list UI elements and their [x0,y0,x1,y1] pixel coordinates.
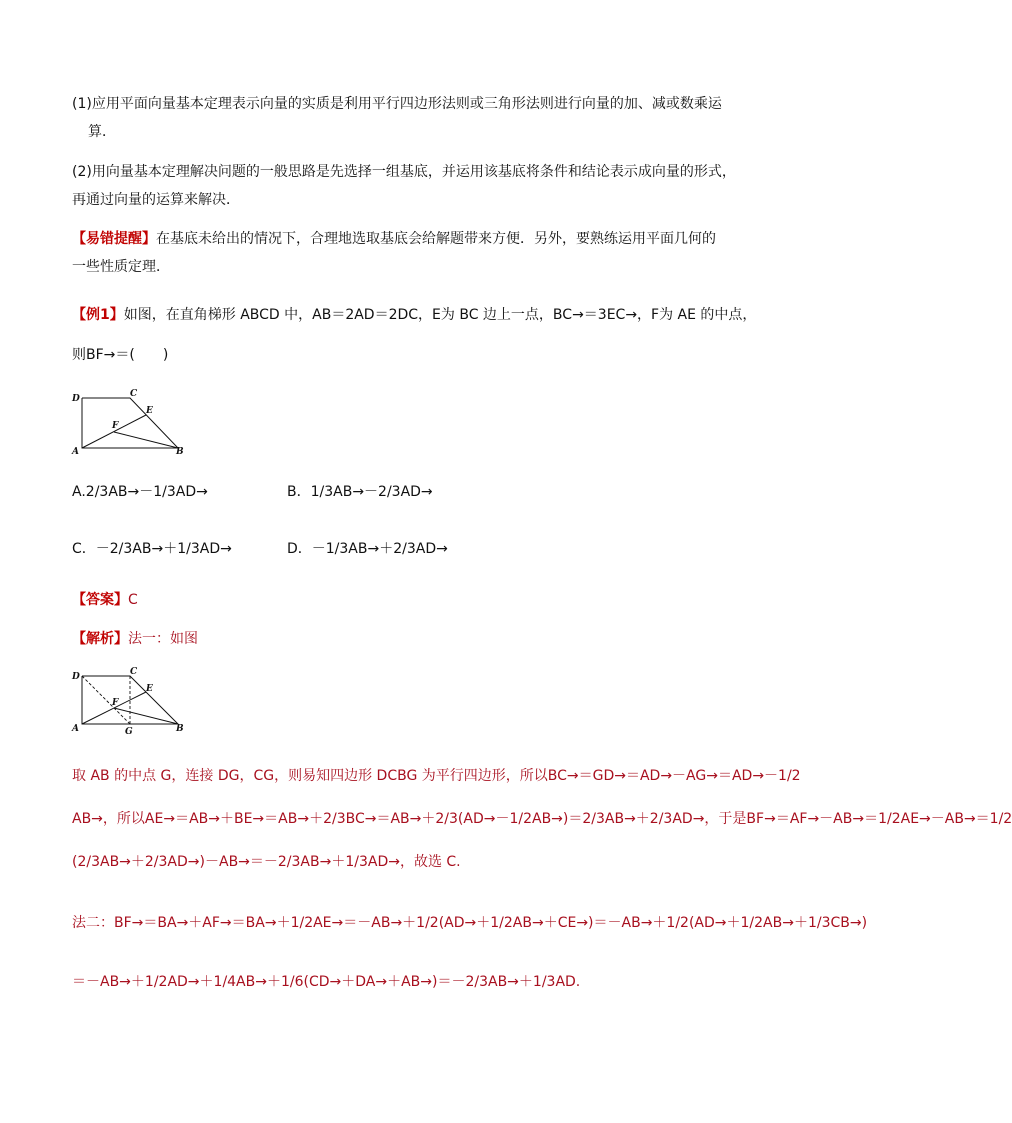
solution-line-1: 取 AB 的中点 G，连接 DG，CG，则易知四边形 DCBG 为平行四边形，所以BC→＝GD→＝AD→－AG→＝AD→－1/2 [72,768,801,784]
segment-dg-dashed [82,676,130,724]
label-f-2: F [112,698,119,708]
tip-label: 【易错提醒】 [72,231,156,247]
label-d-2: D [72,672,80,682]
tip-text: 在基底未给出的情况下，合理地选取基底会给解题带来方便．另外，要熟练运用平面几何的 [156,231,716,247]
label-b: B [176,447,184,457]
label-f: F [112,421,119,431]
option-b: B．1/3AB→－2/3AD→ [287,484,433,500]
option-c: C．－2/3AB→＋1/3AD→ [72,541,232,557]
option-a: A.2/3AB→－1/3AD→ [72,484,208,500]
segment-ae [82,415,146,448]
paragraph-1-line-1: (1)应用平面向量基本定理表示向量的实质是利用平行四边形法则或三角形法则进行向量的加、减或数乘运 [72,96,722,112]
trapezoid-figure-1 [70,388,190,458]
label-e: E [146,406,153,416]
solution-line-3: (2/3AB→＋2/3AD→)－AB→＝－2/3AB→＋1/3AD→，故选 C. [72,854,461,870]
answer-label: 【答案】 [72,592,128,608]
paragraph-1-line-2: 算． [88,124,116,140]
example-label: 【例1】 [72,307,124,323]
label-a: A [72,447,79,457]
solution-line-2: AB→，所以AE→＝AB→＋BE→＝AB→＋2/3BC→＝AB→＋2/3(AD→－1/2AB→)＝2/3AB→＋2/3AD→，于是BF→＝AF→－AB→＝1/2AE→－AB→＝1/2 [72,811,1012,827]
method-2-line-1: 法二：BF→＝BA→＋AF→＝BA→＋1/2AE→＝－AB→＋1/2(AD→＋1/2AB→＋CE→)＝－AB→＋1/2(AD→＋1/2AB→＋1/3CB→) [72,915,868,931]
analysis-line [72,631,198,647]
method-2-line-2: ＝－AB→＋1/2AD→＋1/4AB→＋1/6(CD→＋DA→＋AB→)＝－2/3AB→＋1/3AD. [72,974,581,990]
answer-line [72,592,138,608]
tip-line-1 [72,231,716,247]
label-c-2: C [130,667,138,677]
label-g-2: G [125,727,133,737]
option-d: D．－1/3AB→＋2/3AD→ [287,541,448,557]
example-line-1 [72,307,756,323]
segment-bf [114,432,178,448]
tip-line-2: 一些性质定理． [72,259,170,275]
analysis-label: 【解析】 [72,631,128,647]
label-a-2: A [72,724,79,734]
paragraph-2-line-1: (2)用向量基本定理解决问题的一般思路是先选择一组基底，并运用该基底将条件和结论表示成向量的形式， [72,164,736,180]
label-c: C [130,389,138,399]
analysis-intro: 法一：如图 [128,631,198,647]
label-b-2: B [176,724,184,734]
segment-bf-2 [114,708,178,724]
trapezoid-figure-2 [70,666,190,738]
label-e-2: E [146,684,153,694]
answer-value: C [128,592,138,608]
example-line-2: 则BF→＝( ) [72,347,169,363]
example-question: 如图，在直角梯形 ABCD 中，AB＝2AD＝2DC，E为 BC 边上一点，BC→＝3EC→，F为 AE 的中点， [123,307,757,323]
label-d: D [72,394,80,404]
paragraph-2-line-2: 再通过向量的运算来解决． [72,192,240,208]
